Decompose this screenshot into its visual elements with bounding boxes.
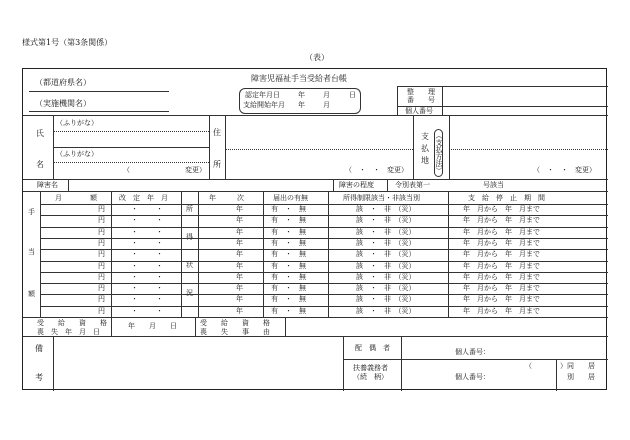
filing-presence: 有 ・ 無 — [271, 227, 306, 236]
suspension-period: 年 月から 年 月まで — [463, 284, 540, 293]
ledger-title: 障害児福祉手当受給者台帳 — [251, 74, 347, 83]
income-year: 年 — [236, 306, 243, 315]
income-limit-applicable: 該 ・ 非 （災） — [356, 284, 416, 293]
spouse-personal-no: 個人番号： — [455, 348, 490, 356]
amount-unit: 円 — [98, 216, 105, 225]
disability-name-label: 障害名 — [37, 181, 58, 189]
amount-unit: 円 — [98, 205, 105, 213]
address-change: （ ・ ・ 変更） — [345, 166, 408, 174]
suspension-period: 年 月から 年 月まで — [463, 295, 540, 304]
income-limit-applicable: 該 ・ 非 （災） — [356, 306, 416, 315]
divider — [397, 86, 398, 115]
revision-year-dot: ・ — [131, 227, 138, 236]
divider — [68, 179, 69, 191]
divider — [23, 336, 608, 337]
prefecture-label: （都道府県名） — [35, 78, 91, 87]
suspension-period: 年 月から 年 月まで — [463, 205, 540, 213]
revision-month-dot: ・ — [156, 272, 163, 281]
header-year: 年 次 — [209, 194, 244, 202]
revision-year-dot: ・ — [131, 261, 138, 270]
divider — [40, 191, 41, 317]
filing-presence: 有 ・ 無 — [271, 284, 306, 293]
amount-unit: 円 — [98, 306, 105, 315]
suspension-period: 年 月から 年 月まで — [463, 250, 540, 259]
amount-unit: 円 — [98, 261, 105, 270]
dependent-label: 扶養義務者 （続 柄） — [353, 364, 388, 382]
header-suspension: 支 給 停 止 期 間 — [468, 194, 545, 202]
divider — [23, 179, 608, 180]
dotted-divider — [225, 149, 413, 150]
filing-presence: 有 ・ 無 — [271, 295, 306, 304]
divider — [111, 317, 112, 336]
revision-year-dot: ・ — [131, 205, 138, 213]
filing-presence: 有 ・ 無 — [271, 216, 306, 225]
cert-year: 年 — [298, 91, 305, 99]
divider — [397, 86, 608, 87]
divider — [225, 115, 226, 179]
amount-unit: 円 — [98, 295, 105, 304]
income-limit-applicable: 該 ・ 非 （災） — [356, 261, 416, 270]
income-limit-applicable: 該 ・ 非 （災） — [356, 227, 416, 236]
amount-unit: 円 — [98, 284, 105, 293]
furigana-2: （ふりがな） — [56, 150, 98, 158]
amount-side-3: 額 — [28, 290, 35, 298]
amount-side-1: 手 — [28, 208, 35, 216]
cert-month: 月 — [323, 91, 330, 99]
suspension-period: 年 月から 年 月まで — [463, 261, 540, 270]
filing-presence: 有 ・ 無 — [271, 238, 306, 247]
divider — [413, 115, 414, 179]
payee-change: （ ・ ・ 変更） — [533, 166, 596, 174]
address-label-1: 住 — [213, 128, 221, 137]
header-monthly-amount: 月 額 — [55, 194, 97, 202]
dotted-divider — [53, 162, 209, 163]
income-year: 年 — [236, 216, 243, 225]
pay-start-label: 支給開始年月 — [243, 101, 285, 109]
divider — [285, 317, 286, 336]
revision-month-dot: ・ — [156, 306, 163, 315]
agency-label: （実施機関名） — [35, 99, 91, 108]
divider — [53, 147, 209, 148]
dotted-divider — [449, 149, 608, 150]
income-year: 年 — [236, 250, 243, 259]
divider — [387, 179, 388, 191]
pay-start-year: 年 — [298, 101, 305, 109]
revision-month-dot: ・ — [156, 238, 163, 247]
divider — [181, 191, 182, 317]
income-limit-applicable: 該 ・ 非 （災） — [356, 205, 416, 213]
suspension-period: 年 月から 年 月まで — [463, 306, 540, 315]
filing-presence: 有 ・ 無 — [271, 306, 306, 315]
income-year: 年 — [236, 238, 243, 247]
income-year: 年 — [236, 261, 243, 270]
income-side-2: 得 — [186, 233, 193, 241]
divider — [263, 191, 264, 317]
loss-date-value: 年 月 日 — [128, 322, 177, 330]
income-limit-applicable: 該 ・ 非 （災） — [356, 272, 416, 281]
income-year: 年 — [236, 272, 243, 281]
income-year: 年 — [236, 284, 243, 293]
revision-year-dot: ・ — [131, 272, 138, 281]
income-year: 年 — [236, 205, 243, 213]
revision-year-dot: ・ — [131, 250, 138, 259]
divider — [442, 86, 443, 115]
revision-year-dot: ・ — [131, 238, 138, 247]
disability-degree-label: 障害の程度 — [339, 181, 374, 189]
income-year: 年 — [236, 227, 243, 236]
amount-unit: 円 — [98, 227, 105, 236]
income-side-3: 状 — [186, 261, 193, 269]
cert-day: 日 — [349, 91, 356, 99]
filing-presence: 有 ・ 無 — [271, 272, 306, 281]
header-filing: 届出の有無 — [273, 194, 308, 202]
income-limit-applicable: 該 ・ 非 （災） — [356, 250, 416, 259]
revision-year-dot: ・ — [131, 306, 138, 315]
revision-year-dot: ・ — [131, 284, 138, 293]
address-label-2: 所 — [213, 160, 221, 169]
dotted-divider — [53, 131, 209, 132]
spouse-label: 配 偶 者 — [355, 344, 390, 352]
divider — [328, 191, 329, 317]
cert-date-label: 認定年月日 — [245, 91, 280, 99]
filing-presence: 有 ・ 無 — [271, 261, 306, 270]
item-label: 号該当 — [483, 181, 504, 189]
income-limit-applicable: 該 ・ 非 （災） — [356, 216, 416, 225]
income-side-1: 所 — [186, 205, 193, 213]
divider — [195, 317, 196, 336]
suspension-period: 年 月から 年 月まで — [463, 227, 540, 236]
divider — [448, 191, 449, 317]
name-change-open: （ — [123, 166, 130, 174]
divider — [198, 191, 199, 317]
divider — [556, 359, 557, 391]
revision-month-dot: ・ — [156, 250, 163, 259]
income-year: 年 — [236, 295, 243, 304]
pay-start-month: 月 — [323, 101, 330, 109]
filing-presence: 有 ・ 無 — [271, 205, 306, 213]
header-revision-date: 改 定 年 月 — [119, 194, 168, 202]
loss-reason-label: 受 給 資 格 喪 失 事 由 — [200, 319, 270, 337]
form-side: （表） — [305, 53, 329, 62]
remarks-label-2: 考 — [35, 373, 43, 382]
header-income-limit: 所得制限該当・非該当別 — [343, 194, 420, 202]
income-limit-applicable: 該 ・ 非 （災） — [356, 238, 416, 247]
divider — [333, 179, 334, 191]
remarks-label-1: 備 — [35, 344, 43, 353]
cohabit-label: 同 居 — [567, 362, 595, 370]
revision-month-dot: ・ — [156, 261, 163, 270]
revision-month-dot: ・ — [156, 284, 163, 293]
divider — [111, 191, 112, 317]
revision-year-dot: ・ — [131, 295, 138, 304]
divider — [401, 336, 402, 391]
name-change-close: 変更） — [185, 166, 206, 174]
divider — [53, 336, 54, 391]
ledger-frame — [22, 68, 607, 390]
divider — [29, 91, 169, 92]
name-label-2: 名 — [36, 160, 44, 169]
order-table-label: 令別表第一 — [395, 181, 430, 189]
furigana-1: （ふりがな） — [56, 119, 98, 127]
name-label-1: 氏 — [36, 129, 44, 138]
filing-presence: 有 ・ 無 — [271, 250, 306, 259]
revision-month-dot: ・ — [156, 205, 163, 213]
divider — [29, 111, 169, 112]
income-side-4: 況 — [186, 289, 193, 297]
divider — [209, 115, 210, 179]
amount-unit: 円 — [98, 272, 105, 281]
suspension-period: 年 月から 年 月まで — [463, 238, 540, 247]
divider — [343, 359, 608, 360]
reg-no-label: 整 理 番 号 — [407, 88, 435, 105]
revision-month-dot: ・ — [156, 216, 163, 225]
payee-label: 支 払 地 — [421, 132, 429, 165]
amount-side-2: 当 — [28, 248, 35, 256]
divider — [23, 115, 608, 116]
personal-no-label: 個人番号 — [405, 107, 433, 115]
payment-method-label: （支払方法） — [434, 129, 443, 177]
revision-month-dot: ・ — [156, 227, 163, 236]
divider — [343, 336, 344, 391]
amount-unit: 円 — [98, 238, 105, 247]
loss-date-label: 受 給 資 格 喪 失 年 月 日 — [37, 319, 107, 337]
separate-label: 別 居 — [567, 373, 595, 381]
suspension-period: 年 月から 年 月まで — [463, 216, 540, 225]
amount-unit: 円 — [98, 250, 105, 259]
revision-month-dot: ・ — [156, 295, 163, 304]
divider — [449, 115, 450, 179]
form-number: 様式第1号（第3条関係） — [22, 38, 113, 47]
suspension-period: 年 月から 年 月まで — [463, 272, 540, 281]
revision-year-dot: ・ — [131, 216, 138, 225]
relation-paren: （ ） — [525, 362, 567, 370]
dependent-personal-no: 個人番号： — [455, 373, 490, 381]
income-limit-applicable: 該 ・ 非 （災） — [356, 295, 416, 304]
